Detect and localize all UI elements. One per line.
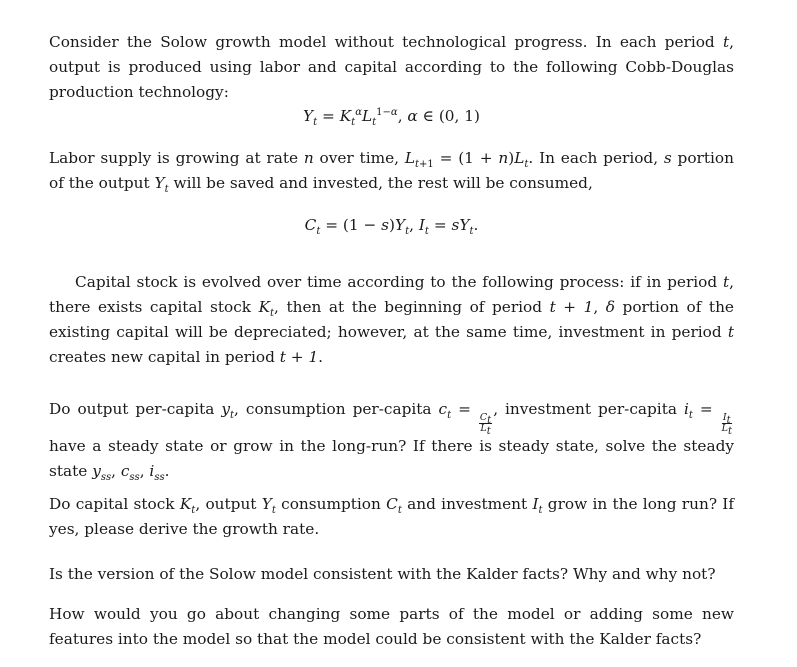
paragraph-intro: Consider the Solow growth model without technological progress. In each period t, output is produced using labor and capital according to the following Cobb-Douglas production technology: [49, 33, 734, 101]
question-kaldor-facts: Is the version of the Solow model consistent with the Kalder facts? Why and why not? [49, 565, 716, 583]
question-model-changes: How would you go about changing some parts of the model or adding some new features into the model so that the model could be consistent with the Kalder facts? [49, 605, 734, 648]
question-steady-state: Do output per-capita $y_t$, consumption per-capita $c_t$ = $\frac{C_t}{L_t}$ , investment per-capita $i_t$ = $\frac{I_t}{L_t}$ have a steady state or grow in the long-run? If there is steady state, solve the steady state $y_{ss}$, $c_{ss}$, $i_{ss}$. [49, 400, 734, 484]
equation-production: $Y_t = K_t^\alpha L_t^{1-\alpha}$, α ∈ (0, 1) [303, 106, 480, 129]
paragraph-capital: Capital stock is evolved over time according to the following process: if in period t, there exists capital stock $K_t$, then at the beginning of period t + 1, δ portion of the existing capital will be depreciated; however, at the same time, investment in period t creates new capital in period t + 1. [49, 273, 734, 366]
question-growth-rate: Do capital stock $K_t$, output $Y_t$ consumption $C_t$ and investment $I_t$ grow in the long run? If yes, please derive the growth rate. [49, 495, 734, 538]
equation-consumption-investment: $C_t = (1 - s)Y_t$, $I_t = sY_t$. [304, 216, 479, 238]
paragraph-labor: Labor supply is growing at rate n over time, $L_{t+1} = (1 + n)L_t$. In each period, s portion of the output $Y_t$ will be saved and invested, the rest will be consumed, [49, 149, 734, 196]
